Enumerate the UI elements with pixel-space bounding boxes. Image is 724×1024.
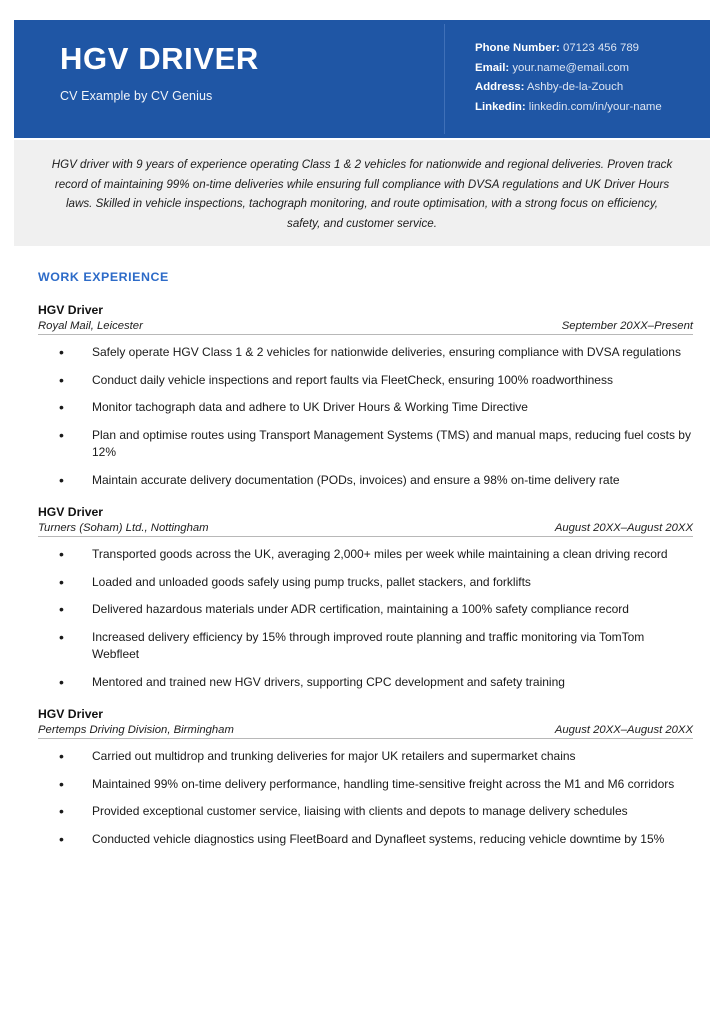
- page-title: HGV DRIVER: [60, 41, 259, 76]
- contact-phone: [475, 39, 710, 59]
- cv-header: [14, 20, 710, 138]
- experience-entry: [38, 707, 693, 848]
- contact-address-value: Ashby-de-la-Zouch: [526, 81, 624, 93]
- job-bullet: • Increased delivery efficiency by 15% through improved route planning and traffic monitoring via TomTom Webfleet: [38, 629, 693, 664]
- professional-summary: [14, 140, 710, 246]
- cv-body: [38, 270, 693, 858]
- job-bullet: • Delivered hazardous materials under ADR certification, maintaining a 100% safety compliance record: [38, 601, 693, 619]
- contact-address: [475, 78, 710, 98]
- job-bullet: • Carried out multidrop and trunking deliveries for major UK retailers and supermarket chains: [38, 748, 693, 766]
- job-dates: August 20XX–August 20XX: [554, 522, 693, 534]
- job-bullet-list: [38, 546, 693, 691]
- job-bullet-list: [38, 748, 693, 848]
- job-header: [38, 303, 693, 335]
- job-bullet-list: [38, 344, 693, 489]
- experience-entry: [38, 303, 693, 489]
- job-bullet: • Loaded and unloaded goods safely using pump trucks, pallet stackers, and forklifts: [38, 574, 693, 592]
- job-employer: Turners (Soham) Ltd., Nottingham: [38, 522, 209, 534]
- job-dates: September 20XX–Present: [561, 320, 693, 332]
- job-dates: August 20XX–August 20XX: [554, 724, 693, 736]
- section-heading-work-experience: WORK EXPERIENCE: [38, 270, 169, 284]
- job-bullet: • Monitor tachograph data and adhere to UK Driver Hours & Working Time Directive: [38, 399, 693, 417]
- job-meta: [38, 724, 693, 739]
- contact-phone-label: Phone Number:: [475, 42, 560, 54]
- contact-linkedin-value[interactable]: linkedin.com/in/your-name: [528, 100, 662, 113]
- job-title: HGV Driver: [38, 505, 104, 519]
- job-bullet: • Maintained 99% on-time delivery performance, handling time-sensitive freight across the M1 and M6 corridors: [38, 776, 693, 794]
- job-employer: Pertemps Driving Division, Birmingham: [38, 724, 234, 736]
- contact-address-label: Address:: [475, 81, 525, 93]
- contact-linkedin: [475, 98, 710, 118]
- job-meta: [38, 522, 693, 537]
- job-bullet: • Transported goods across the UK, averaging 2,000+ miles per week while maintaining a clean driving record: [38, 546, 693, 564]
- contact-email-label: Email:: [475, 61, 510, 74]
- job-bullet: • Safely operate HGV Class 1 & 2 vehicles for nationwide deliveries, ensuring compliance with DVSA regulations: [38, 344, 693, 362]
- job-header: [38, 707, 693, 739]
- contact-email-value[interactable]: your.name@email.com: [512, 61, 630, 74]
- job-title: HGV Driver: [38, 707, 104, 721]
- contact-email: [475, 59, 710, 79]
- job-header: [38, 505, 693, 537]
- job-bullet: • Mentored and trained new HGV drivers, supporting CPC development and safety training: [38, 674, 693, 692]
- summary-text: HGV driver with 9 years of experience operating Class 1 & 2 vehicles for nationwide and regional deliveries. Proven track record of maintaining 99% on-time deliveries while ensuring full compliance with DVSA regulations and UK Driver Hours laws. Skilled in vehicle inspections, tachograph monitoring, and route optimisation, with a strong focus on efficiency, safety, and customer service.: [51, 158, 673, 230]
- header-identity: [14, 20, 444, 138]
- job-bullet: • Provided exceptional customer service, liaising with clients and depots to manage delivery schedules: [38, 803, 693, 821]
- contact-linkedin-label: Linkedin:: [475, 100, 526, 113]
- job-employer: Royal Mail, Leicester: [38, 320, 143, 332]
- contact-details: [445, 20, 710, 138]
- job-meta: [38, 320, 693, 335]
- job-bullet: • Maintain accurate delivery documentation (PODs, invoices) and ensure a 98% on-time delivery rate: [38, 472, 693, 490]
- header-subtitle: CV Example by CV Genius: [60, 89, 213, 104]
- contact-phone-value: 07123 456 789: [562, 42, 639, 54]
- job-bullet: • Conducted vehicle diagnostics using FleetBoard and Dynafleet systems, reducing vehicle downtime by 15%: [38, 831, 693, 849]
- experience-entry: [38, 505, 693, 691]
- job-title: HGV Driver: [38, 303, 104, 317]
- job-bullet: • Plan and optimise routes using Transport Management Systems (TMS) and manual maps, reducing fuel costs by 12%: [38, 427, 693, 462]
- job-bullet: • Conduct daily vehicle inspections and report faults via FleetCheck, ensuring 100% roadworthiness: [38, 372, 693, 390]
